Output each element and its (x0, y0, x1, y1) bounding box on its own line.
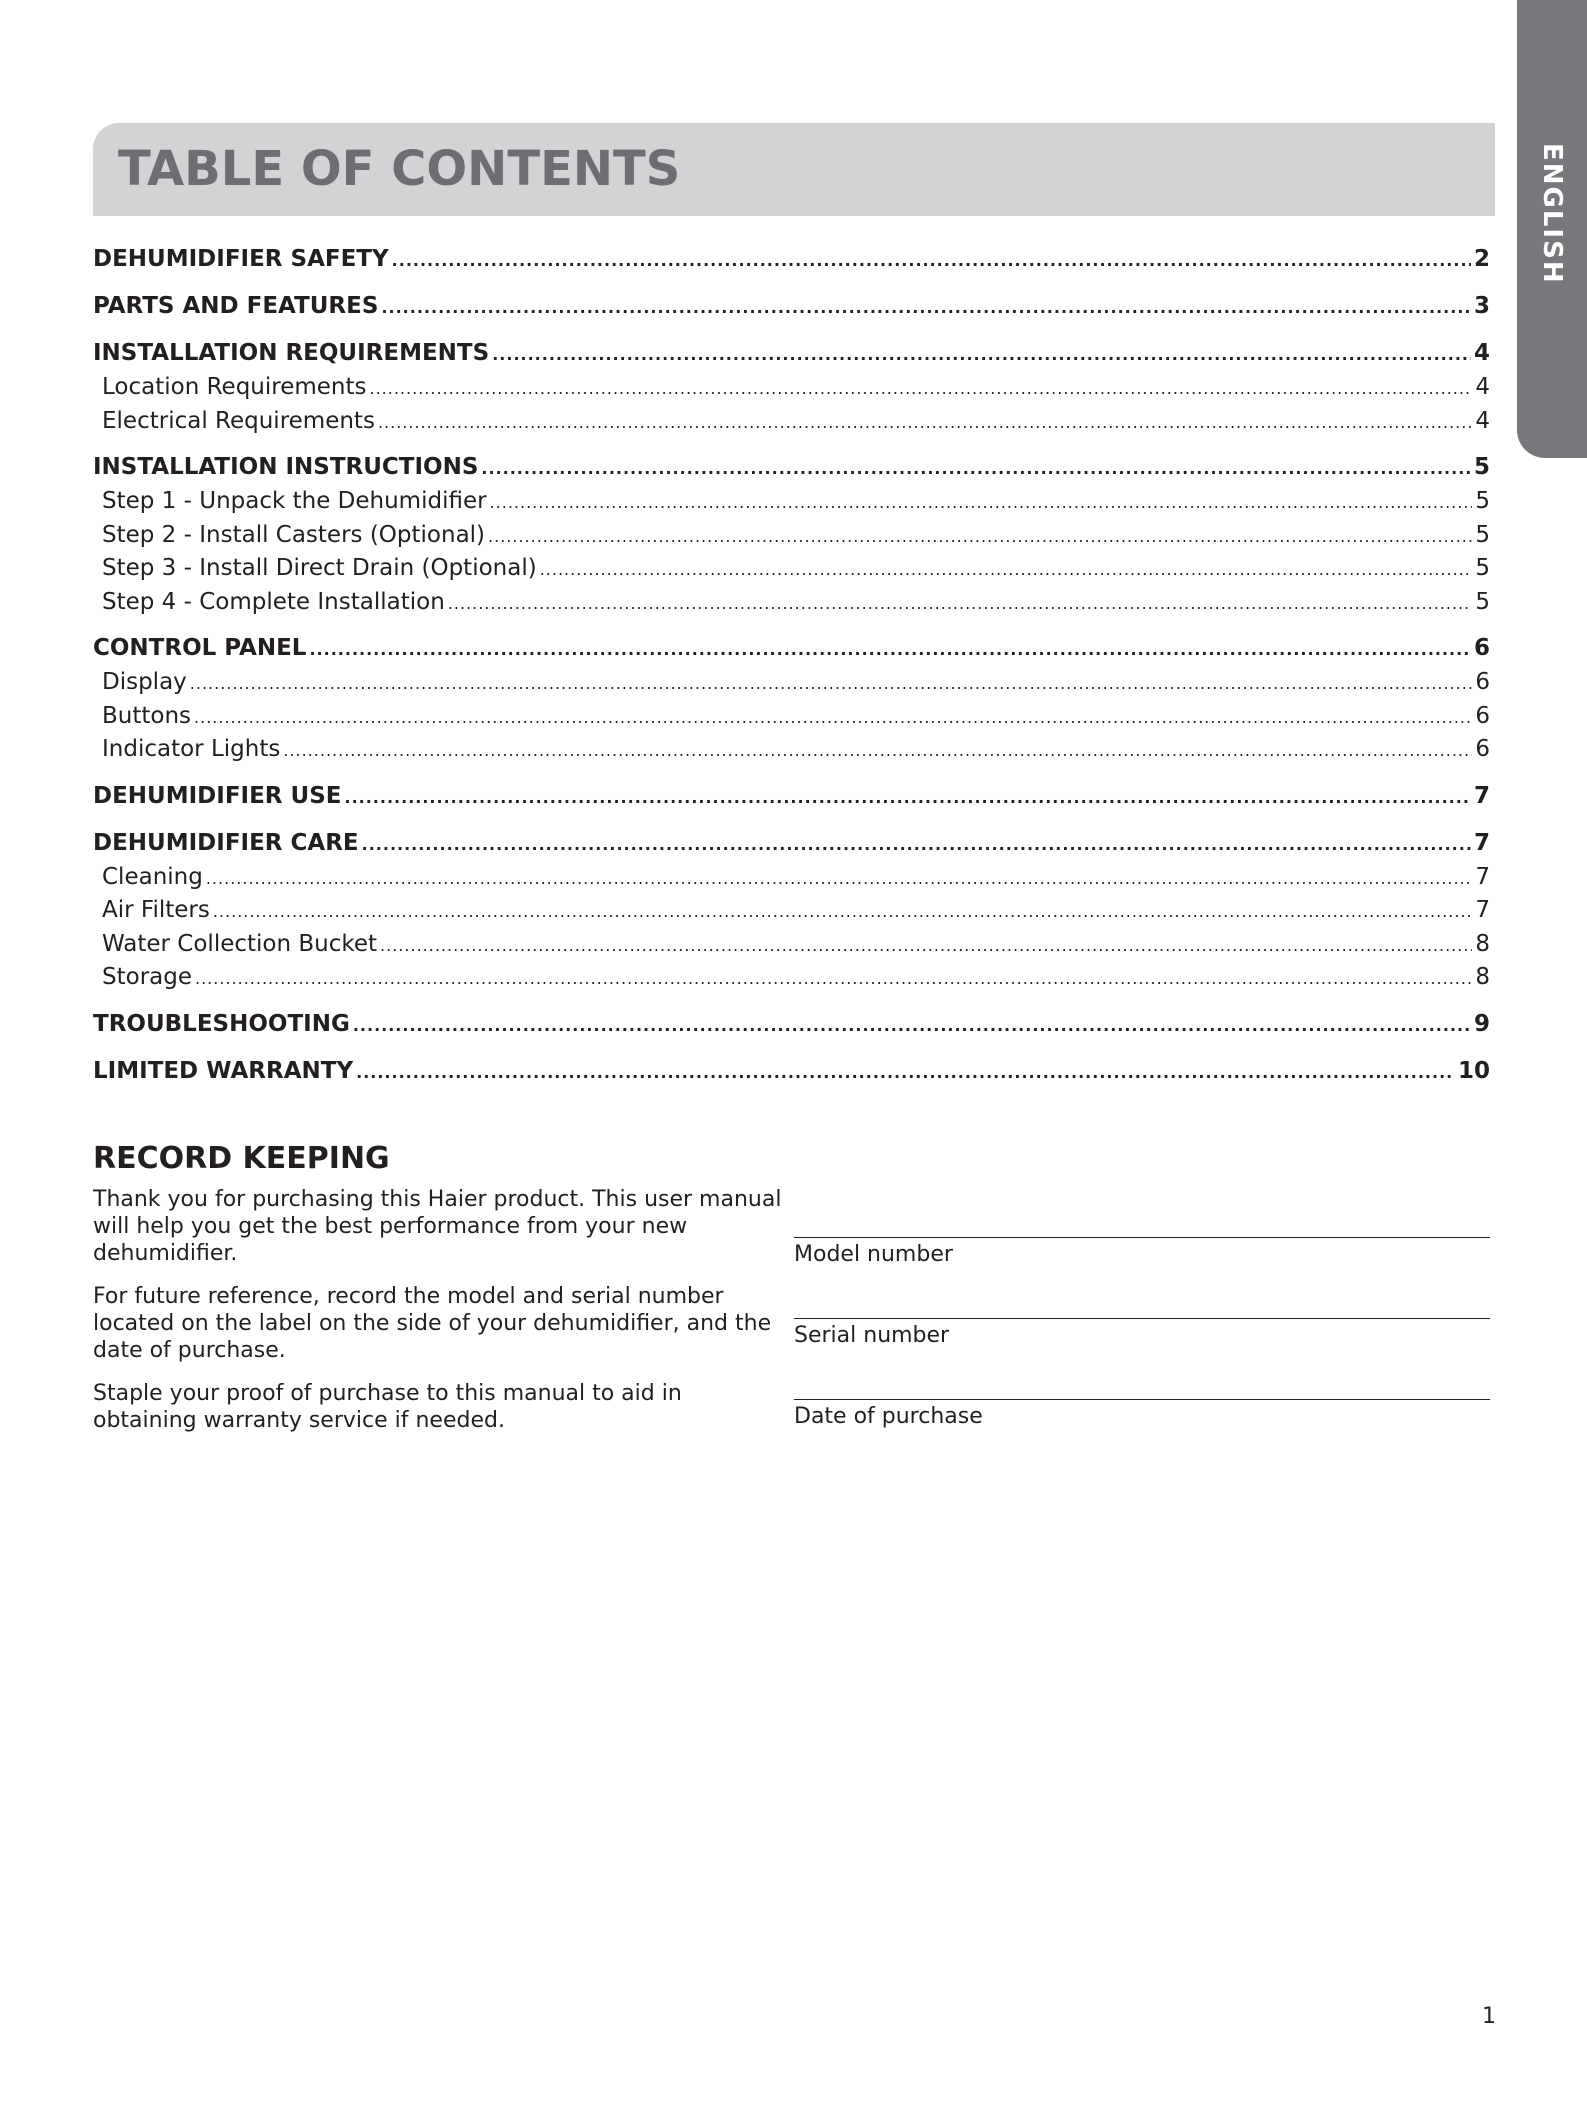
serial-number-field[interactable] (794, 1318, 1490, 1399)
record-keeping-paragraph: Thank you for purchasing this Haier product. This user manual will help you get the best performance from your new dehumidifier. (93, 1187, 782, 1266)
toc-entry-label: Display (102, 666, 187, 700)
toc-entry-page: 9 (1474, 1007, 1490, 1042)
toc-subentry[interactable] (93, 586, 1490, 620)
toc-entry-page: 5 (1474, 450, 1490, 485)
toc-title: TABLE OF CONTENTS (118, 141, 681, 197)
toc-subentry[interactable] (93, 485, 1490, 519)
toc-dot-leader (488, 519, 1472, 553)
toc-subentry[interactable] (93, 961, 1490, 995)
toc-subentry[interactable] (93, 519, 1490, 553)
toc-dot-leader (370, 371, 1473, 405)
toc-entry-label: DEHUMIDIFIER SAFETY (93, 242, 389, 277)
record-keeping-paragraph: Staple your proof of purchase to this manual to aid in obtaining warranty service if needed. (93, 1381, 682, 1433)
toc-entry-label: TROUBLESHOOTING (93, 1007, 350, 1042)
toc-dot-leader (490, 485, 1473, 519)
toc-entry-page: 5 (1475, 519, 1490, 553)
toc-entry[interactable] (93, 450, 1490, 485)
toc-entry-page: 7 (1475, 894, 1490, 928)
toc-entry-page: 5 (1475, 586, 1490, 620)
date-of-purchase-field[interactable] (794, 1399, 1490, 1480)
toc-entry[interactable] (93, 336, 1490, 371)
toc-header-banner (93, 123, 1495, 216)
toc-dot-leader (356, 1054, 1455, 1089)
toc-entry-page: 4 (1475, 405, 1490, 439)
toc-subentry[interactable] (93, 861, 1490, 895)
toc-entry-label: Air Filters (102, 894, 210, 928)
toc-entry-page: 6 (1475, 700, 1490, 734)
toc-dot-leader (481, 450, 1471, 485)
toc-dot-leader (213, 894, 1473, 928)
toc-subentry[interactable] (93, 666, 1490, 700)
toc-entry-label: DEHUMIDIFIER CARE (93, 826, 359, 861)
toc-entry-label: INSTALLATION REQUIREMENTS (93, 336, 489, 371)
toc-dot-leader (195, 961, 1472, 995)
toc-subentry[interactable] (93, 928, 1490, 962)
toc-entry-page: 8 (1475, 961, 1490, 995)
toc-entry-page: 4 (1474, 336, 1490, 371)
toc-entry[interactable] (93, 779, 1490, 814)
toc-entry-label: Buttons (102, 700, 191, 734)
toc-entry-label: Cleaning (102, 861, 203, 895)
toc-subentry[interactable] (93, 405, 1490, 439)
toc-dot-leader (344, 779, 1471, 814)
toc-subentry[interactable] (93, 552, 1490, 586)
toc-subentry[interactable] (93, 733, 1490, 767)
toc-entry-label: Step 2 - Install Casters (Optional) (102, 519, 485, 553)
toc-subentry[interactable] (93, 894, 1490, 928)
toc-entry-label: Step 3 - Install Direct Drain (Optional) (102, 552, 537, 586)
toc-entry-label: LIMITED WARRANTY (93, 1054, 353, 1089)
language-tab[interactable] (1517, 0, 1587, 458)
toc-entry[interactable] (93, 631, 1490, 666)
toc-entry-label: Electrical Requirements (102, 405, 375, 439)
language-tab-label: ENGLISH (1537, 143, 1567, 285)
toc-subentry[interactable] (93, 700, 1490, 734)
toc-entry-page: 7 (1475, 861, 1490, 895)
toc-entry-label: Water Collection Bucket (102, 928, 377, 962)
toc-list (93, 242, 1490, 1089)
record-keeping-text (93, 1186, 783, 1450)
record-keeping-paragraph: For future reference, record the model and serial number located on the label on the side of your dehumidifier, and the date of purchase. (93, 1284, 772, 1363)
field-label: Model number (794, 1242, 953, 1267)
model-number-field[interactable] (794, 1237, 1490, 1318)
toc-subentry[interactable] (93, 371, 1490, 405)
toc-dot-leader (206, 861, 1473, 895)
toc-dot-leader (492, 336, 1471, 371)
record-keeping-title: RECORD KEEPING (93, 1141, 390, 1176)
toc-dot-leader (540, 552, 1473, 586)
record-fields (794, 1237, 1490, 1480)
toc-dot-leader (380, 928, 1472, 962)
toc-entry-page: 7 (1474, 826, 1490, 861)
toc-dot-leader (194, 700, 1472, 734)
toc-dot-leader (353, 1007, 1471, 1042)
toc-dot-leader (378, 405, 1472, 439)
field-label: Date of purchase (794, 1404, 983, 1429)
toc-dot-leader (362, 826, 1471, 861)
toc-entry-label: Indicator Lights (102, 733, 280, 767)
toc-dot-leader (190, 666, 1473, 700)
toc-entry-page: 2 (1474, 242, 1490, 277)
toc-entry-page: 6 (1475, 733, 1490, 767)
toc-entry[interactable] (93, 1054, 1490, 1089)
page-number: 1 (1482, 2004, 1496, 2029)
toc-entry-page: 3 (1474, 289, 1490, 324)
toc-entry-label: CONTROL PANEL (93, 631, 306, 666)
toc-entry-label: Location Requirements (102, 371, 367, 405)
toc-entry-label: PARTS AND FEATURES (93, 289, 378, 324)
toc-entry-page: 7 (1474, 779, 1490, 814)
field-label: Serial number (794, 1323, 950, 1348)
toc-entry-label: Step 4 - Complete Installation (102, 586, 445, 620)
toc-entry-page: 4 (1475, 371, 1490, 405)
toc-entry-page: 8 (1475, 928, 1490, 962)
toc-dot-leader (309, 631, 1471, 666)
toc-entry[interactable] (93, 289, 1490, 324)
toc-entry-label: Step 1 - Unpack the Dehumidifier (102, 485, 487, 519)
toc-entry-page: 5 (1475, 552, 1490, 586)
toc-entry-page: 5 (1475, 485, 1490, 519)
toc-dot-leader (392, 242, 1471, 277)
toc-entry-page: 10 (1458, 1054, 1490, 1089)
toc-entry[interactable] (93, 1007, 1490, 1042)
toc-entry[interactable] (93, 242, 1490, 277)
toc-entry-page: 6 (1475, 666, 1490, 700)
toc-entry-label: Storage (102, 961, 192, 995)
toc-entry-label: INSTALLATION INSTRUCTIONS (93, 450, 478, 485)
toc-dot-leader (448, 586, 1473, 620)
toc-dot-leader (381, 289, 1471, 324)
toc-dot-leader (283, 733, 1472, 767)
toc-entry-label: DEHUMIDIFIER USE (93, 779, 341, 814)
toc-entry-page: 6 (1474, 631, 1490, 666)
toc-entry[interactable] (93, 826, 1490, 861)
